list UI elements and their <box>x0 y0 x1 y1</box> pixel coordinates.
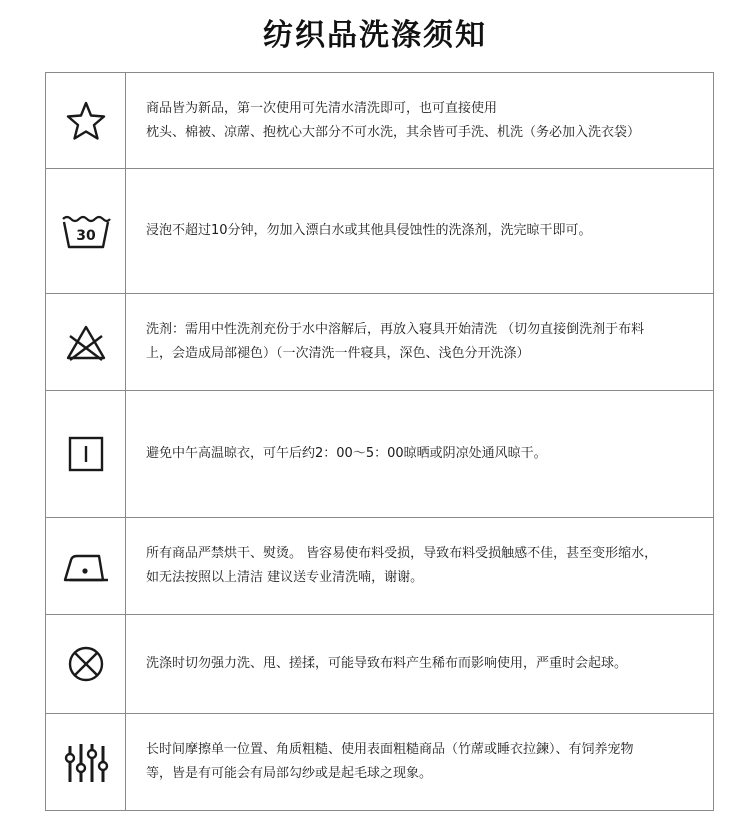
table-row <box>46 714 714 811</box>
icon-cell <box>46 518 126 615</box>
star-icon <box>64 99 108 143</box>
instruction-text <box>126 714 714 811</box>
table-row <box>46 169 714 294</box>
table-row <box>46 615 714 714</box>
instruction-line: 长时间摩擦单一位置、角质粗糙、使用表面粗糙商品（竹蓆或睡衣拉鍊）、有饲养宠物 <box>146 742 634 757</box>
instruction-text <box>126 615 714 714</box>
icon-cell <box>46 73 126 169</box>
instruction-line: 避免中午高温晾衣，可午后约2：00～5：00晾晒或阴凉处通风晾干。 <box>146 446 547 461</box>
instruction-text <box>126 73 714 169</box>
instruction-line: 上，会造成局部褪色）（一次清洗一件寝具，深色、浅色分开洗涤） <box>146 346 530 361</box>
dry-in-shade-icon <box>66 434 106 474</box>
iron-icon <box>61 546 111 586</box>
adjust-sliders-icon <box>63 738 109 786</box>
instruction-line: 枕头、棉被、凉蓆、抱枕心大部分不可水洗，其余皆可手洗、机洗（务必加入洗衣袋） <box>146 124 641 140</box>
care-instructions-table <box>45 72 714 811</box>
instruction-line: 洗涤时切勿强力洗、甩、搓揉，可能导致布料产生稀布而影响使用，严重时会起球。 <box>146 656 628 671</box>
table-row <box>46 391 714 518</box>
instruction-text <box>126 391 714 518</box>
instruction-line: 如无法按照以上清洁 建议送专业清洗喃，谢谢。 <box>146 570 424 585</box>
instruction-line: 等，皆是有可能会有局部勾纱或是起毛球之现象。 <box>146 766 433 781</box>
instruction-line: 所有商品严禁烘干、熨烫。 皆容易使布料受损，导致布料受损触感不佳，甚至变形缩水， <box>146 546 658 561</box>
icon-cell <box>46 714 126 811</box>
icon-cell <box>46 294 126 391</box>
instruction-line: 洗剂：需用中性洗剂充份于水中溶解后，再放入寝具开始清洗 （切勿直接倒洗剂于布料 <box>146 322 645 337</box>
icon-cell <box>46 169 126 294</box>
no-tumble-dry-icon <box>66 644 106 684</box>
instruction-text <box>126 518 714 615</box>
icon-cell <box>46 391 126 518</box>
table-row <box>46 73 714 169</box>
icon-cell <box>46 615 126 714</box>
page-title: 纺织品洗涤须知 <box>263 18 487 53</box>
instruction-line: 浸泡不超过10分钟，勿加入漂白水或其他具侵蚀性的洗涤剂，洗完晾干即可。 <box>146 223 592 238</box>
instruction-text <box>126 294 714 391</box>
table-row <box>46 294 714 391</box>
wash-30-icon <box>60 211 112 251</box>
instruction-line: 商品皆为新品，第一次使用可先清水清洗即可，也可直接使用 <box>146 100 498 116</box>
no-bleach-icon <box>64 322 108 362</box>
table-row <box>46 518 714 615</box>
wash-temperature-label: 30 <box>75 228 96 244</box>
instruction-text <box>126 169 714 294</box>
